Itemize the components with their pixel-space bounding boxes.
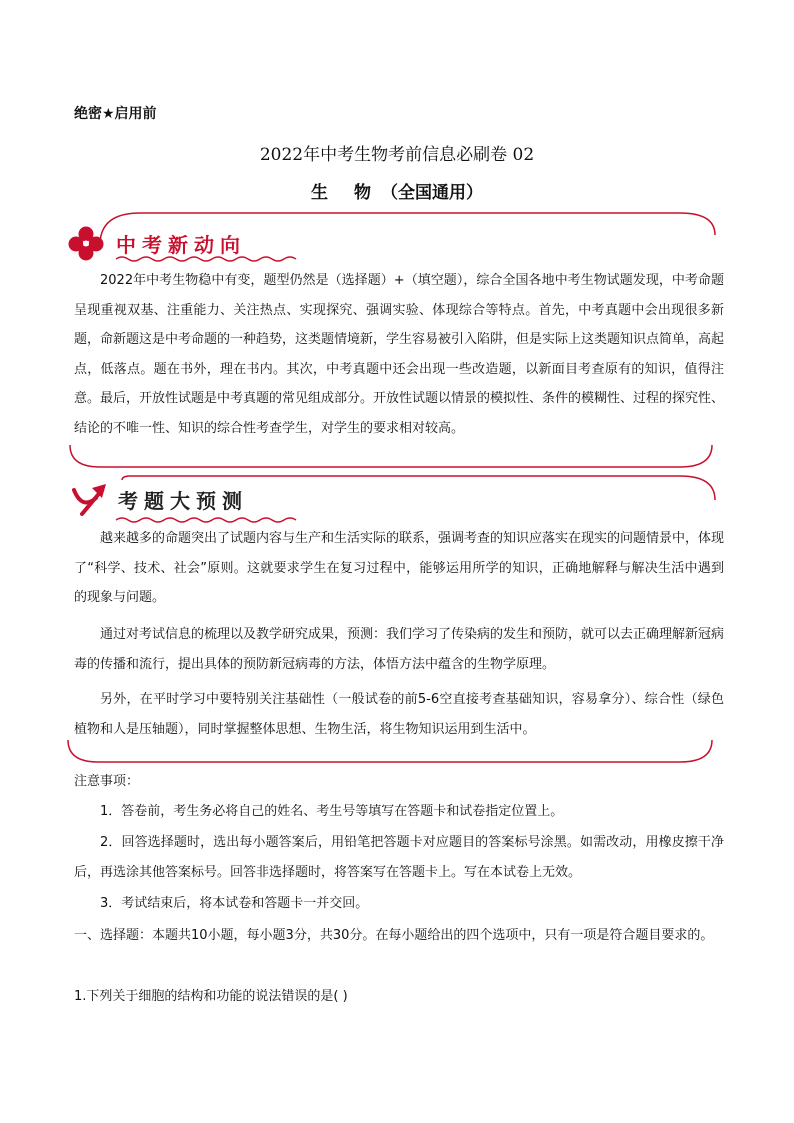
note-item-2: 2．回答选择题时，选出每小题答案后，用铅笔把答题卡对应题目的答案标号涂黑。如需改动，用橡皮擦干净后，再选涂其他答案标号。回答非选择题时，将答案写在答题卡上。写在本试卷上无效。 [74, 835, 724, 880]
arrow-icon [70, 480, 110, 520]
page-subtitle [0, 178, 794, 203]
subject-label: 生 物 [311, 183, 381, 203]
clover-icon [66, 225, 106, 261]
note-item-1: 1．答卷前，考生务必将自己的姓名、考生号等填写在答题卡和试卷指定位置上。 [100, 804, 564, 819]
section2-paragraph-2: 通过对考试信息的梳理以及教学研究成果，预测：我们学习了传染病的发生和预防，就可以去正确理解新冠病毒的传播和流行，提出具体的预防新冠病毒的方法，体悟方法中蕴含的生物学原理。 [74, 627, 725, 672]
secret-mark: 绝密★启用前 [74, 106, 157, 122]
section2-heading: 考题大预测 [118, 489, 248, 513]
part1-heading: 一、选择题：本题共10小题，每小题3分，共30分。在每小题给出的四个选项中，只有一项是符合题目要求的。 [74, 928, 714, 943]
note-item-3: 3．考试结束后，将本试卷和答题卡一并交回。 [100, 896, 369, 911]
notes-heading: 注意事项： [74, 774, 140, 789]
section2-paragraph-3: 另外，在平时学习中要特别关注基础性（一般试卷的前5-6空直接考查基础知识，容易拿分）、综合性（绿色植物和人是压轴题），同时掌握整体思想、生物生活，将生物知识运用到生活中。 [74, 692, 724, 737]
section1-heading: 中考新动向 [116, 233, 246, 257]
section1-paragraph: 2022年中考生物稳中有变，题型仍然是（选择题）+（填空题），综合全国各地中考生物试题发现，中考命题呈现重视双基、注重能力、关注热点、实现探究、强调实验、体现综合等特点。首先，中考真题中会出现很多新题，命新题这是中考命题的一种趋势，这类题情境新，学生容易被引入陷阱，但是实际上这类题知识点简单，高起点，低落点。题在书外，理在书内。其次，中考真题中还会出现一些改造题，以新面目考查原有的知识，值得注意。最后，开放性试题是中考真题的常见组成部分。开放性试题以情景的模拟性、条件的模糊性、过程的探究性、结论的不唯一性、知识的综合性考查学生，对学生的要求相对较高。 [74, 273, 725, 436]
subject-note: （全国通用） [380, 183, 483, 203]
question-1: 1.下列关于细胞的结构和功能的说法错误的是( ) [74, 989, 348, 1004]
page-title: 2022年中考生物考前信息必刷卷 02 [259, 145, 535, 165]
section2-paragraph-1: 越来越多的命题突出了试题内容与生产和生活实际的联系，强调考查的知识应落实在现实的问题情景中，体现了“科学、技术、社会”原则。这就要求学生在复习过程中，能够运用所学的知识，正确地解释与解决生活中遇到的现象与问题。 [74, 531, 725, 605]
